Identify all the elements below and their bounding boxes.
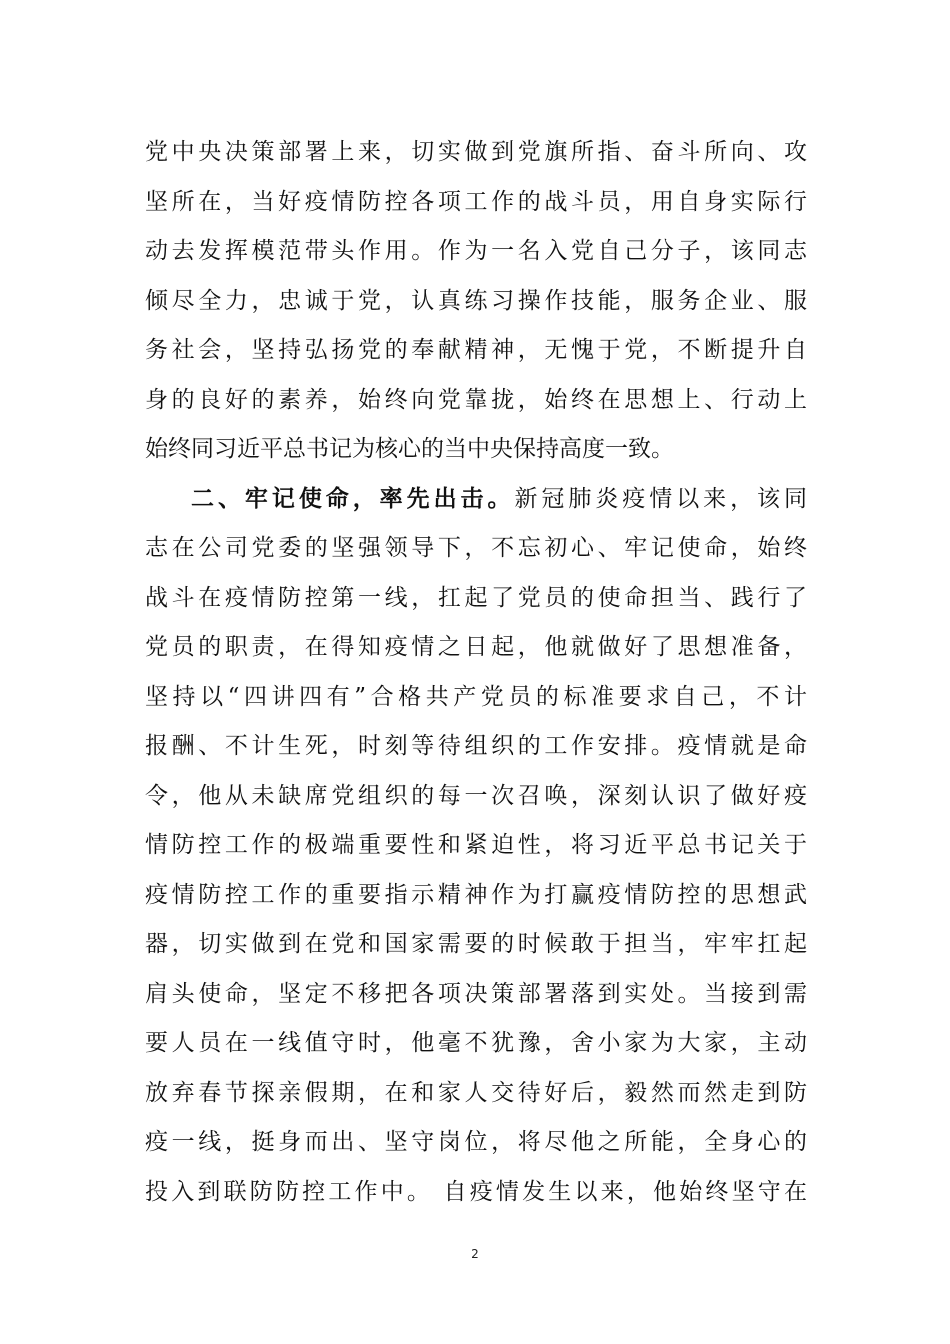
text-run: 新冠肺炎疫情以来，该同 (514, 485, 807, 512)
text-line: 疫情防控工作的重要指示精神作为打赢疫情防控的思想武 (145, 881, 807, 908)
text-line: 坚持以“四讲四有”合格共产党员的标准要求自己，不计 (145, 683, 807, 710)
text-line: 党员的职责，在得知疫情之日起，他就做好了思想准备， (145, 634, 807, 660)
text-line: 报酬、不计生死，时刻等待组织的工作安排。疫情就是命 (145, 733, 807, 759)
text-line: 器，切实做到在党和国家需要的时候敢于担当，牢牢扛起 (145, 931, 807, 957)
text-line: 始终同习近平总书记为核心的当中央保持高度一致。 (145, 436, 674, 462)
text-line: 放弃春节探亲假期，在和家人交待好后，毅然而然走到防 (145, 1079, 807, 1106)
section-heading: 二、牢记使命，率先出击。 (191, 485, 515, 512)
text-line: 务社会，坚持弘扬党的奉献精神，无愧于党，不断提升自 (145, 337, 807, 363)
text-line: 疫一线，挺身而出、坚守岗位，将尽他之所能，全身心的 (145, 1129, 807, 1155)
text-line: 战斗在疫情防控第一线，扛起了党员的使命担当、践行了 (145, 584, 807, 611)
document-body (145, 128, 807, 1217)
text-line: 令，他从未缺席党组织的每一次召唤，深刻认识了做好疫 (145, 782, 807, 809)
paragraph-2 (145, 475, 807, 1218)
text-line: 志在公司党委的坚强领导下，不忘初心、牢记使命，始终 (145, 535, 807, 561)
paragraph-first-line (145, 475, 807, 525)
text-line: 肩头使命，坚定不移把各项决策部署落到实处。当接到需 (145, 980, 807, 1007)
text-line: 坚所在，当好疫情防控各项工作的战斗员，用自身实际行 (145, 188, 807, 215)
text-line: 倾尽全力，忠诚于党，认真练习操作技能，服务企业、服 (145, 287, 807, 314)
text-line: 身的良好的素养，始终向党靠拢，始终在思想上、行动上 (145, 386, 807, 413)
text-line: 情防控工作的极端重要性和紧迫性，将习近平总书记关于 (145, 832, 807, 858)
page-number: 2 (471, 1247, 479, 1261)
paragraph-1 (145, 128, 807, 475)
text-line: 党中央决策部署上来，切实做到党旗所指、奋斗所向、攻 (145, 139, 807, 165)
text-line: 动去发挥模范带头作用。作为一名入党自己分子，该同志 (145, 238, 807, 264)
text-line: 要人员在一线值守时，他毫不犹豫，舍小家为大家，主动 (145, 1030, 807, 1056)
text-line: 投入到联防防控工作中。 自疫情发生以来，他始终坚守在 (145, 1178, 807, 1205)
